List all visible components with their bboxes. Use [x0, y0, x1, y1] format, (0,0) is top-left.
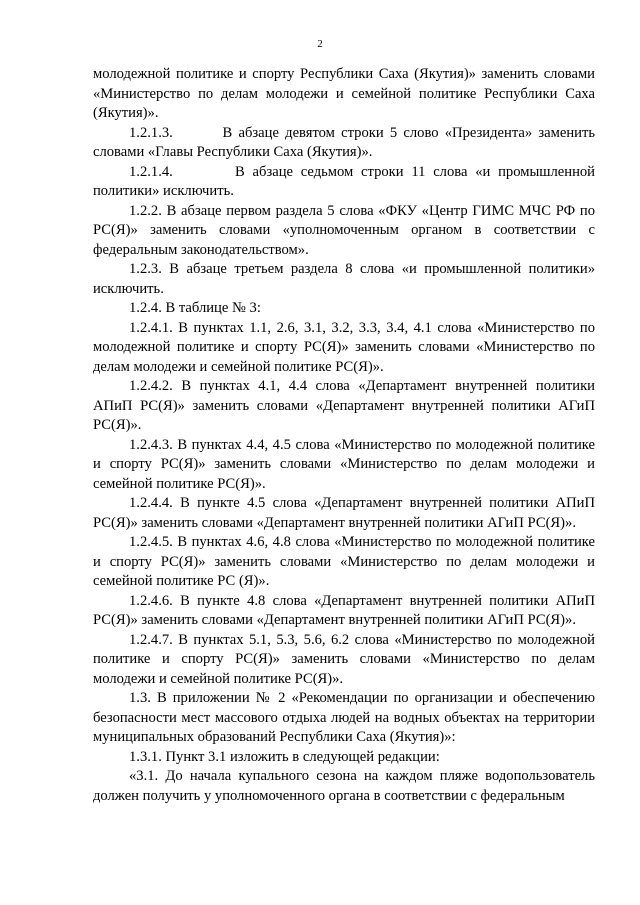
- document-body: [93, 65, 595, 806]
- paragraph: «3.1. До начала купального сезона на каждом пляже водопользователь должен получить у уполномоченного органа в соответствии с федеральным: [93, 768, 595, 804]
- page-number: 2: [317, 38, 323, 50]
- paragraph: 1.2.1.3. В абзаце девятом строки 5 слово «Президента» заменить словами «Главы Республики Саха (Якутия)».: [93, 124, 595, 160]
- paragraph: 1.2.4.4. В пункте 4.5 слова «Департамент внутренней политики АПиП РС(Я)» заменить словами «Департамент внутренней политики АГиП РС(Я)».: [93, 495, 595, 531]
- paragraph: 1.3. В приложении № 2 «Рекомендации по организации и обеспечению безопасности мест массового отдыха людей на водных объектах на территории муниципальных образований Республики Саха (Якутия)»:: [93, 690, 595, 745]
- paragraph: 1.2.2. В абзаце первом раздела 5 слова «ФКУ «Центр ГИМС МЧС РФ по РС(Я)» заменить словами «уполномоченным органом в соответствии с федеральным законодательством».: [93, 202, 595, 258]
- paragraph: 1.2.4.1. В пунктах 1.1, 2.6, 3.1, 3.2, 3.3, 3.4, 4.1 слова «Министерство по молодежной политике и спорту РС(Я)» заменить словами «Министерство по делам молодежи и семейной политике РС(Я)».: [93, 319, 595, 375]
- paragraph: 1.2.4.6. В пункте 4.8 слова «Департамент внутренней политики АПиП РС(Я)» заменить словами «Департамент внутренней политики АГиП РС(Я)».: [93, 592, 595, 628]
- paragraph: 1.3.1. Пункт 3.1 изложить в следующей редакции:: [129, 748, 440, 765]
- paragraph: 1.2.4.5. В пунктах 4.6, 4.8 слова «Министерство по молодежной политике и спорту РС(Я)» заменить словами «Министерство по делам молодежи и семейной политике РС (Я)».: [93, 534, 595, 589]
- paragraph: 1.2.4.3. В пунктах 4.4, 4.5 слова «Министерство по молодежной политике и спорту РС(Я)» заменить словами «Министерство по делам молодежи и семейной политике РС(Я)».: [93, 436, 595, 492]
- paragraph: 1.2.4.2. В пунктах 4.1, 4.4 слова «Департамент внутренней политики АПиП РС(Я)» заменить словами «Департамент внутренней политики АГиП РС(Я)».: [93, 378, 595, 433]
- paragraph: 1.2.4. В таблице № 3:: [129, 300, 261, 316]
- paragraph: 1.2.4.7. В пунктах 5.1, 5.3, 5.6, 6.2 слова «Министерство по молодежной политике и спорту РС(Я)» заменить словами «Министерство по делам молодежи и семейной политике РС(Я)».: [93, 631, 595, 687]
- paragraph: 1.2.1.4. В абзаце седьмом строки 11 слова «и промышленной политики» исключить.: [93, 163, 595, 199]
- paragraph: 1.2.3. В абзаце третьем раздела 8 слова «и промышленной политики» исключить.: [93, 261, 595, 297]
- paragraph: молодежной политике и спорту Республики Саха (Якутия)» заменить словами «Министерство по делам молодежи и семейной политике Республики Саха (Якутия)».: [93, 66, 595, 121]
